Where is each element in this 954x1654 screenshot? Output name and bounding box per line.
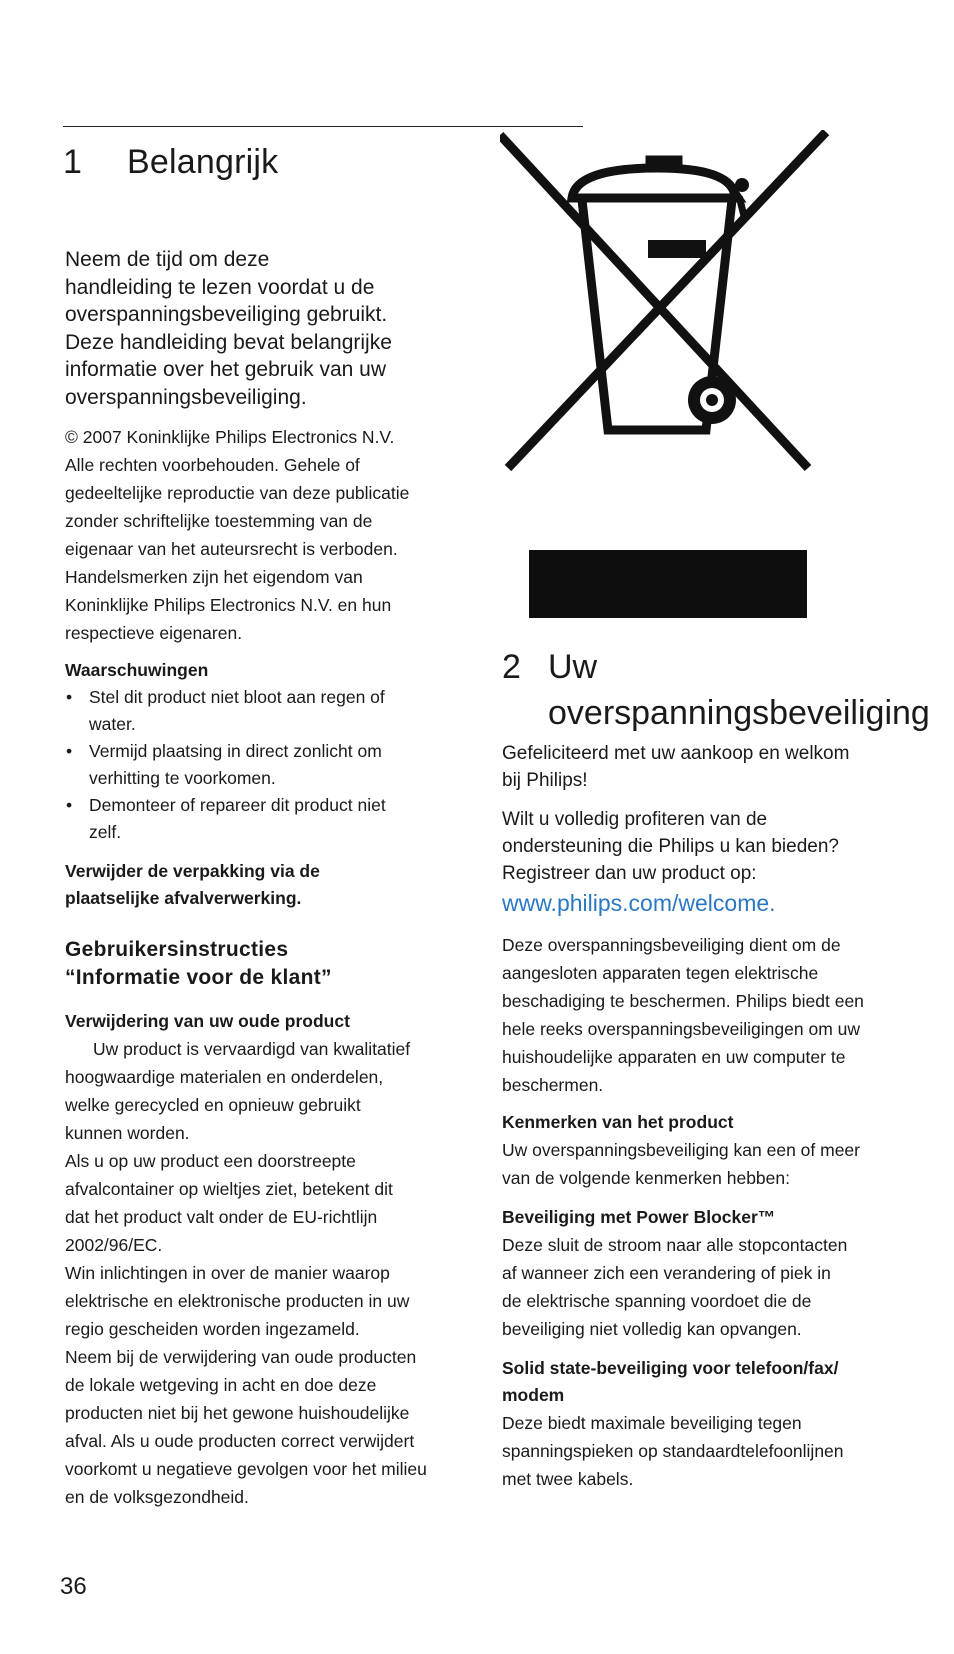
packaging-note: Verwijder de verpakking via de plaatselijke afvalverwerking.: [65, 861, 320, 908]
description-paragraph: [502, 931, 902, 1099]
description-line: beschadiging te beschermen. Philips biedt een: [502, 991, 864, 1011]
description-line: huishoudelijke apparaten en uw computer te: [502, 1047, 846, 1067]
disposal-line: voorkomt u negatieve gevolgen voor het milieu: [65, 1459, 427, 1479]
disposal-line: regio gescheiden worden ingezameld.: [65, 1319, 360, 1339]
page-number: 36: [60, 1573, 87, 1600]
bullet-icon: •: [66, 687, 73, 707]
top-rule: [63, 126, 583, 127]
disposal-line: hoogwaardige materialen en onderdelen,: [65, 1067, 384, 1087]
intro-line: handleiding te lezen voordat u de: [65, 275, 375, 299]
disposal-line: Neem bij de verwijdering van oude producten: [65, 1347, 417, 1367]
warning-item: • Demonteer of repareer dit product niet zelf.: [65, 792, 465, 846]
disposal-line: producten niet bij het gewone huishoudelijke: [65, 1403, 410, 1423]
disposal-line: welke gerecycled en opnieuw gebruikt: [65, 1095, 361, 1115]
philips-welcome-link[interactable]: www.philips.com/welcome.: [502, 890, 776, 916]
disposal-line: dat het product valt onder de EU-richtlijn: [65, 1207, 378, 1227]
black-bar: [529, 550, 807, 618]
copyright-paragraph: [65, 423, 465, 647]
description-line: beschermen.: [502, 1075, 604, 1095]
section-2-number: 2: [502, 648, 521, 686]
warnings-heading: Waarschuwingen: [65, 660, 209, 680]
copyright-line: Handelsmerken zijn het eigendom van: [65, 567, 363, 587]
intro-paragraph: [65, 246, 465, 411]
warning-item: • Stel dit product niet bloot aan regen of water.: [65, 684, 465, 738]
crossed-out-wheelie-bin-icon: [500, 130, 830, 485]
copyright-line: eigenaar van het auteursrecht is verboden.: [65, 539, 398, 559]
solid-state-heading: Solid state-beveiliging voor telefoon/fax/ modem: [502, 1358, 839, 1405]
right-column: [502, 740, 902, 1493]
disposal-line: afvalcontainer op wieltjes ziet, betekent dit: [65, 1179, 393, 1199]
section-1-heading: [63, 143, 278, 182]
section-2-heading: [502, 644, 930, 736]
section-1-number: 1: [63, 143, 83, 181]
disposal-line: Als u op uw product een doorstreepte: [65, 1151, 356, 1171]
power-blocker-heading: Beveiliging met Power Blocker™: [502, 1207, 776, 1227]
congrats-paragraph: Gefeliciteerd met uw aankoop en welkom bij Philips!: [502, 743, 850, 791]
left-column: [65, 246, 465, 1511]
disposal-line: Win inlichtingen in over de manier waarop: [65, 1263, 390, 1283]
copyright-line: © 2007 Koninklijke Philips Electronics N.V.: [65, 427, 395, 447]
power-blocker-paragraph: Deze sluit de stroom naar alle stopcontacten af wanneer zich een verandering of piek in de elektrische spanning voordoet die de beveiliging niet volledig kan opvangen.: [502, 1235, 848, 1339]
instructions-heading: Gebruikersinstructies “Informatie voor de klant”: [65, 938, 332, 989]
intro-line: Neem de tijd om deze: [65, 248, 270, 271]
description-line: aangesloten apparaten tegen elektrische: [502, 963, 819, 983]
disposal-paragraph: [65, 1035, 465, 1511]
disposal-line: de lokale wetgeving in acht en doe deze: [65, 1375, 377, 1395]
warning-item: • Vermijd plaatsing in direct zonlicht om verhitting te voorkomen.: [65, 738, 465, 792]
copyright-line: zonder schriftelijke toestemming van de: [65, 511, 373, 531]
intro-line: overspanningsbeveiliging gebruikt.: [65, 303, 388, 326]
disposal-line: en de volksgezondheid.: [65, 1487, 249, 1507]
section-2-title-line2: overspanningsbeveiliging: [548, 694, 930, 732]
description-line: Deze overspanningsbeveiliging dient om de: [502, 935, 841, 955]
intro-line: informatie over het gebruik van uw: [65, 358, 386, 381]
intro-line: Deze handleiding bevat belangrijke: [65, 330, 392, 354]
bullet-icon: •: [66, 795, 73, 815]
disposal-line: afval. Als u oude producten correct verwijdert: [65, 1431, 415, 1451]
solid-state-paragraph: Deze biedt maximale beveiliging tegen spanningspieken op standaardtelefoonlijnen met twee kabels.: [502, 1413, 844, 1489]
disposal-line: kunnen worden.: [65, 1123, 190, 1143]
copyright-line: respectieve eigenaren.: [65, 623, 243, 643]
disposal-line: Uw product is vervaardigd van kwalitatief: [93, 1039, 411, 1059]
copyright-line: gedeeltelijke reproductie van deze publicatie: [65, 483, 410, 503]
bullet-icon: •: [66, 741, 73, 761]
disposal-heading: Verwijdering van uw oude product: [65, 1011, 350, 1031]
disposal-line: elektrische en elektronische producten in uw: [65, 1291, 410, 1311]
register-paragraph: Wilt u volledig profiteren van de ondersteuning die Philips u kan bieden? Registreer dan uw product op:: [502, 809, 839, 884]
features-paragraph: Uw overspanningsbeveiliging kan een of meer van de volgende kenmerken hebben:: [502, 1140, 860, 1188]
description-line: hele reeks overspanningsbeveiligingen om uw: [502, 1019, 860, 1039]
copyright-line: Alle rechten voorbehouden. Gehele of: [65, 455, 360, 475]
warnings-list: [65, 684, 465, 846]
features-heading: Kenmerken van het product: [502, 1112, 734, 1132]
section-2-title-line1: Uw: [548, 648, 598, 686]
intro-line: overspanningsbeveiliging.: [65, 385, 307, 409]
section-1-title: Belangrijk: [127, 143, 279, 181]
disposal-line: 2002/96/EC.: [65, 1235, 163, 1255]
copyright-line: Koninklijke Philips Electronics N.V. en hun: [65, 595, 392, 615]
